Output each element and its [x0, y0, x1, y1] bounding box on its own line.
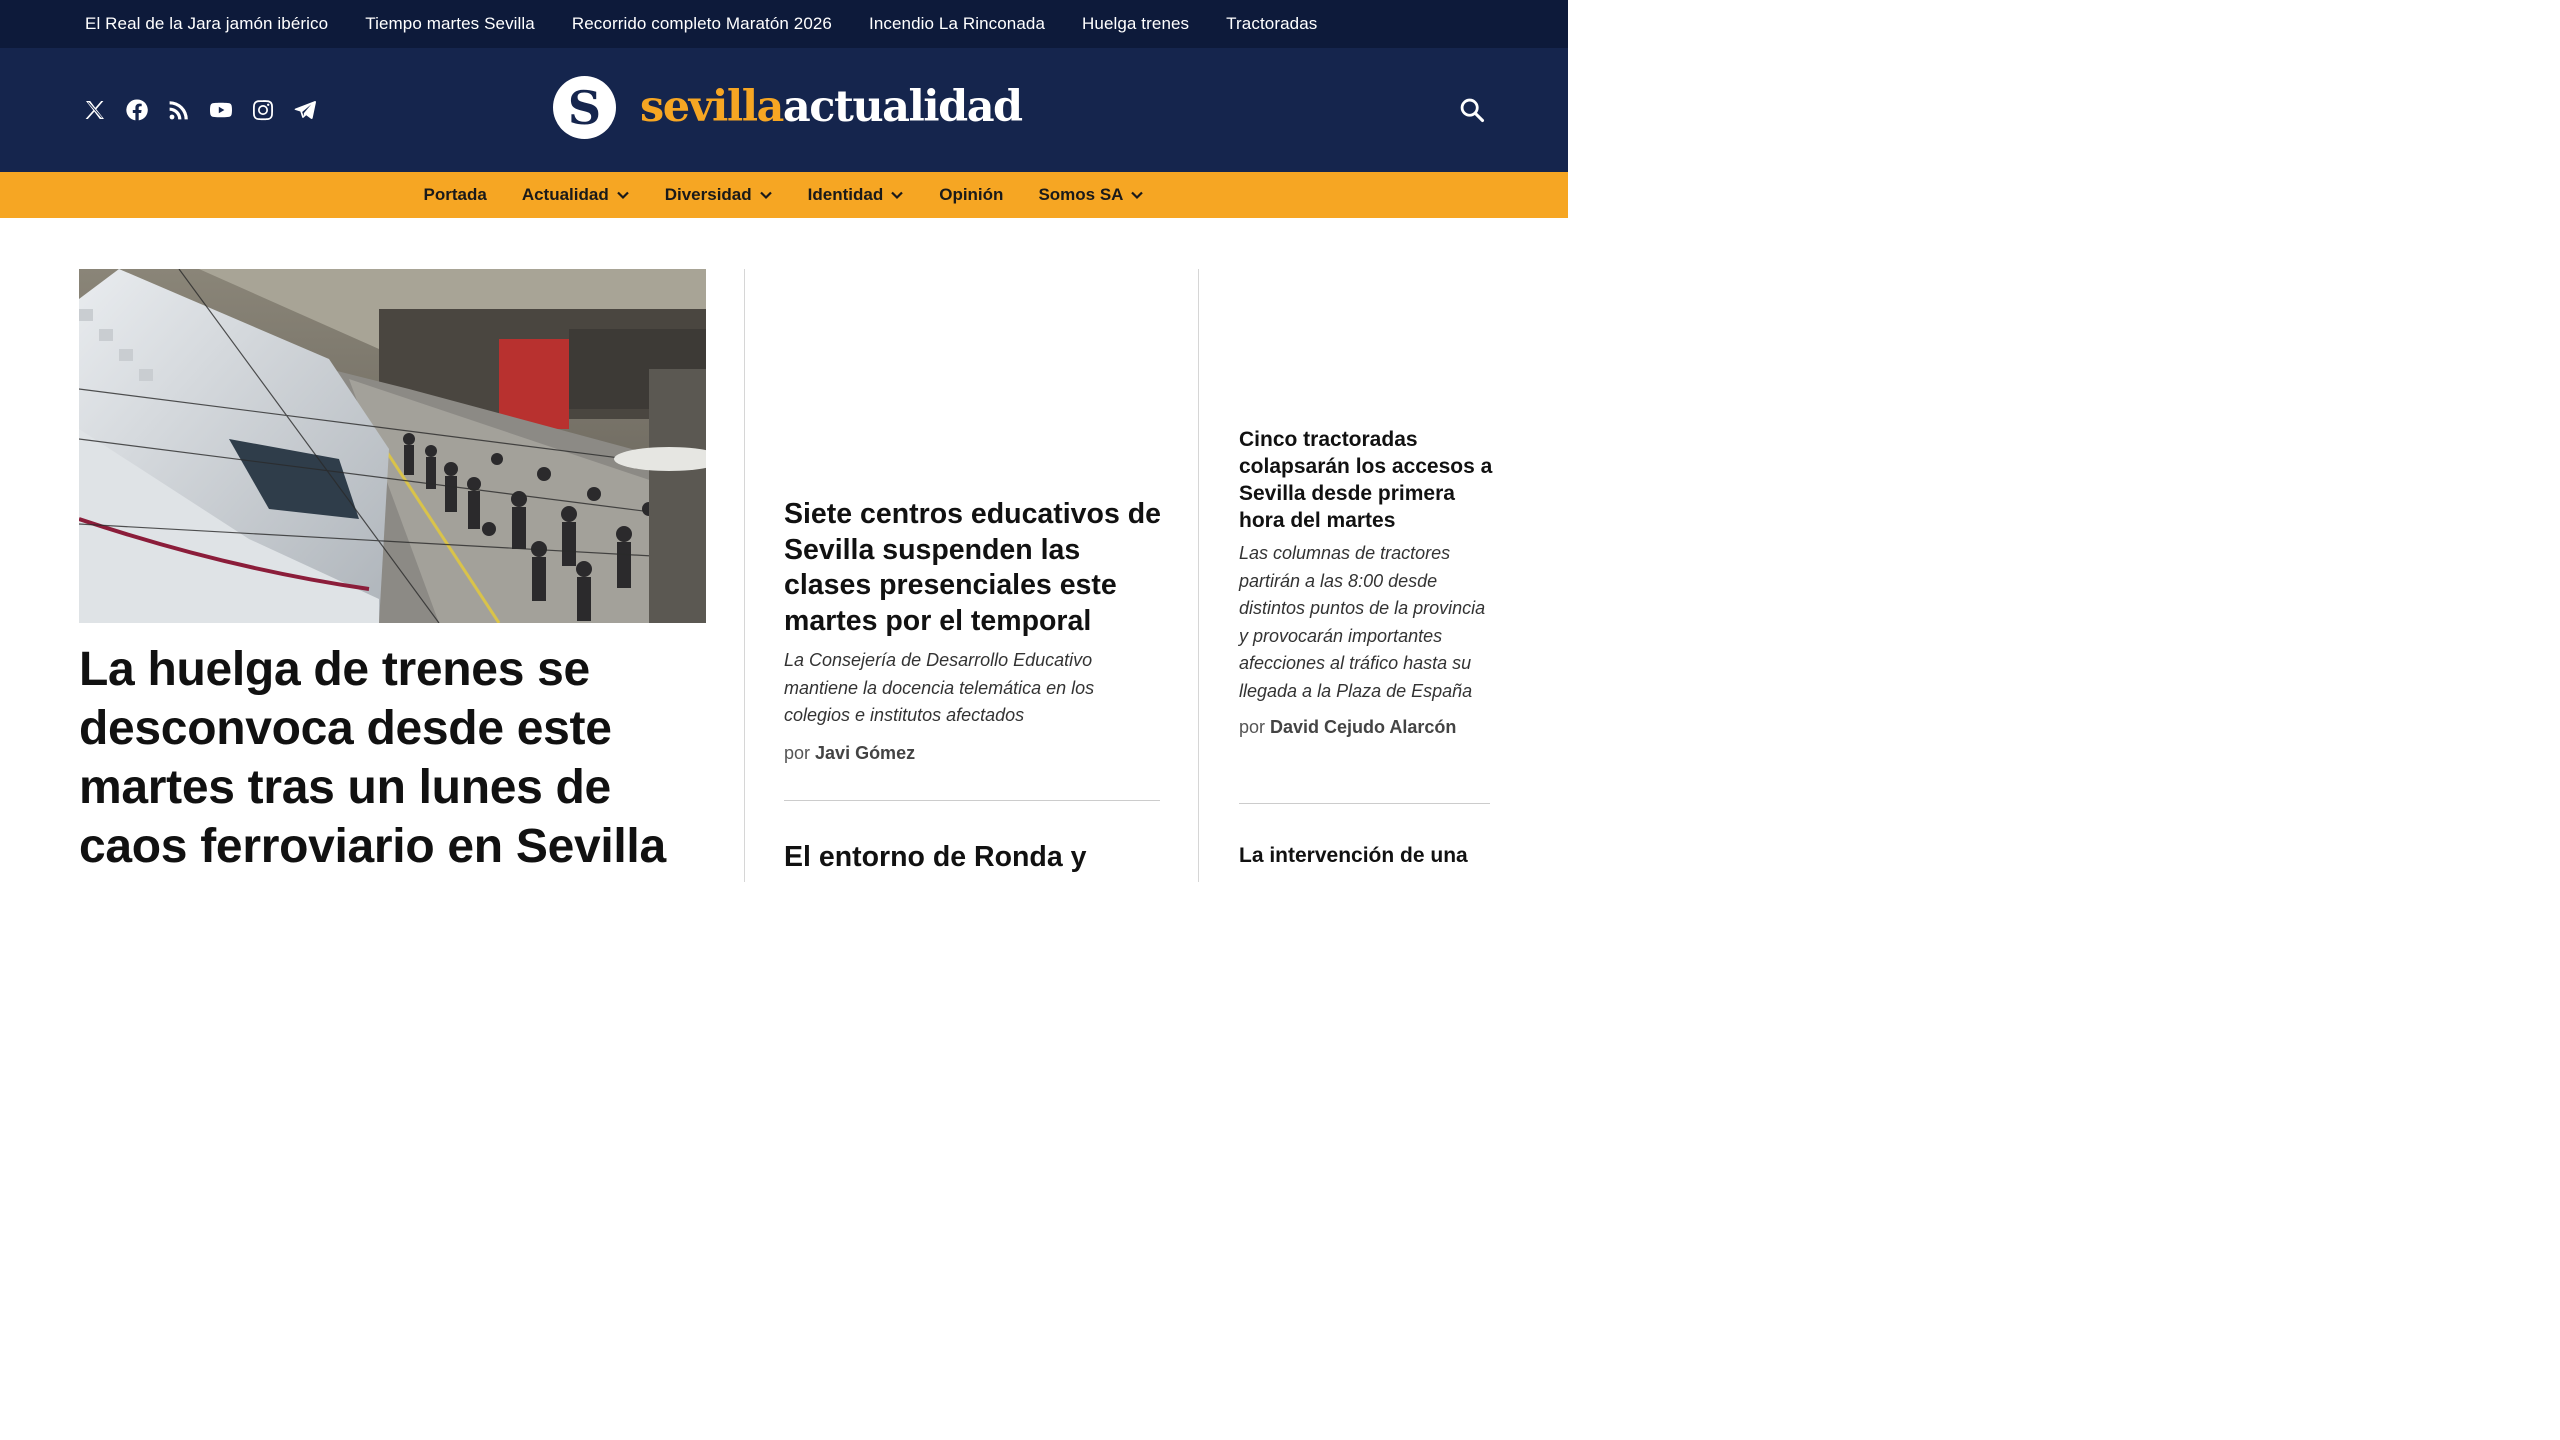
nav-label: Diversidad	[664, 185, 752, 204]
logo-wordmark-part1: sevilla	[640, 82, 783, 132]
lead-story-image[interactable]	[79, 269, 706, 623]
nav-item-actualidad[interactable]	[522, 185, 630, 205]
story-title-next[interactable]: La intervención de una	[1239, 844, 1468, 867]
rss-icon[interactable]	[164, 96, 194, 124]
logo-mark: S	[553, 76, 616, 139]
chevron-down-icon	[890, 188, 904, 202]
story-separator	[1239, 803, 1490, 804]
story-card-middle	[784, 497, 1164, 764]
author-link[interactable]: David Cejudo Alarcón	[1270, 717, 1457, 737]
nav-label: Portada	[423, 185, 487, 204]
story-card-right	[1239, 426, 1494, 738]
story-dek: La Consejería de Desarrollo Educativo mantiene la docencia telemática en los colegios e institutos afectados	[784, 650, 1095, 725]
chevron-down-icon	[759, 188, 773, 202]
story-separator	[784, 800, 1160, 801]
story-title-next[interactable]: El entorno de Ronda y	[784, 841, 1087, 873]
author-link[interactable]: Javi Gómez	[815, 742, 916, 763]
trending-link-maraton[interactable]: Recorrido completo Maratón 2026	[571, 14, 832, 33]
social-links	[80, 96, 320, 124]
lead-story-title[interactable]: La huelga de trenes se desconvoca desde este martes tras un lunes de caos ferroviario en Sevilla	[79, 643, 666, 873]
site-logo[interactable]	[553, 76, 1022, 139]
search-icon	[1458, 96, 1486, 124]
instagram-icon[interactable]	[248, 96, 278, 124]
nav-label: Opinión	[939, 185, 1004, 204]
nav-item-identidad[interactable]	[808, 185, 905, 205]
trending-link-tractoradas[interactable]: Tractoradas	[1226, 14, 1318, 33]
logo-wordmark	[640, 82, 1022, 132]
byline-prefix: por	[1239, 717, 1266, 737]
column-divider	[744, 269, 745, 882]
train-station-photo	[79, 269, 706, 623]
logo-wordmark-part2: actualidad	[782, 82, 1022, 132]
chevron-down-icon	[1130, 188, 1144, 202]
nav-item-somos-sa[interactable]	[1038, 185, 1144, 205]
trending-link-tiempo[interactable]: Tiempo martes Sevilla	[365, 14, 535, 33]
nav-item-opinion[interactable]	[939, 185, 1003, 205]
trending-link-incendio[interactable]: Incendio La Rinconada	[869, 14, 1046, 33]
trending-link-jamon[interactable]: El Real de la Jara jamón ibérico	[85, 14, 329, 33]
story-dek: Las columnas de tractores partirán a las 8:00 desde distintos puntos de la provincia y provocarán importantes afecciones al tráfico hasta su llegada a la Plaza de España	[1239, 543, 1486, 701]
site-header	[0, 48, 1568, 172]
story-title[interactable]: Siete centros educativos de Sevilla suspenden las clases presenciales este martes por el temporal	[784, 498, 1161, 637]
search-button[interactable]	[1456, 94, 1488, 126]
youtube-icon[interactable]	[206, 96, 236, 124]
main-nav	[0, 172, 1568, 218]
nav-label: Actualidad	[521, 185, 609, 204]
trending-bar	[0, 0, 1568, 48]
trending-link-huelga[interactable]: Huelga trenes	[1082, 14, 1190, 33]
telegram-icon[interactable]	[290, 96, 320, 124]
story-byline	[784, 743, 1164, 764]
chevron-down-icon	[616, 188, 630, 202]
nav-label: Identidad	[807, 185, 884, 204]
story-byline	[1239, 717, 1494, 738]
nav-label: Somos SA	[1038, 185, 1124, 204]
facebook-icon[interactable]	[122, 96, 152, 124]
x-icon[interactable]	[80, 96, 110, 124]
nav-item-diversidad[interactable]	[665, 185, 773, 205]
byline-prefix: por	[784, 742, 811, 763]
column-divider	[1198, 269, 1199, 882]
story-title[interactable]: Cinco tractoradas colapsarán los accesos a Sevilla desde primera hora del martes	[1239, 428, 1493, 532]
nav-item-portada[interactable]	[424, 185, 487, 205]
